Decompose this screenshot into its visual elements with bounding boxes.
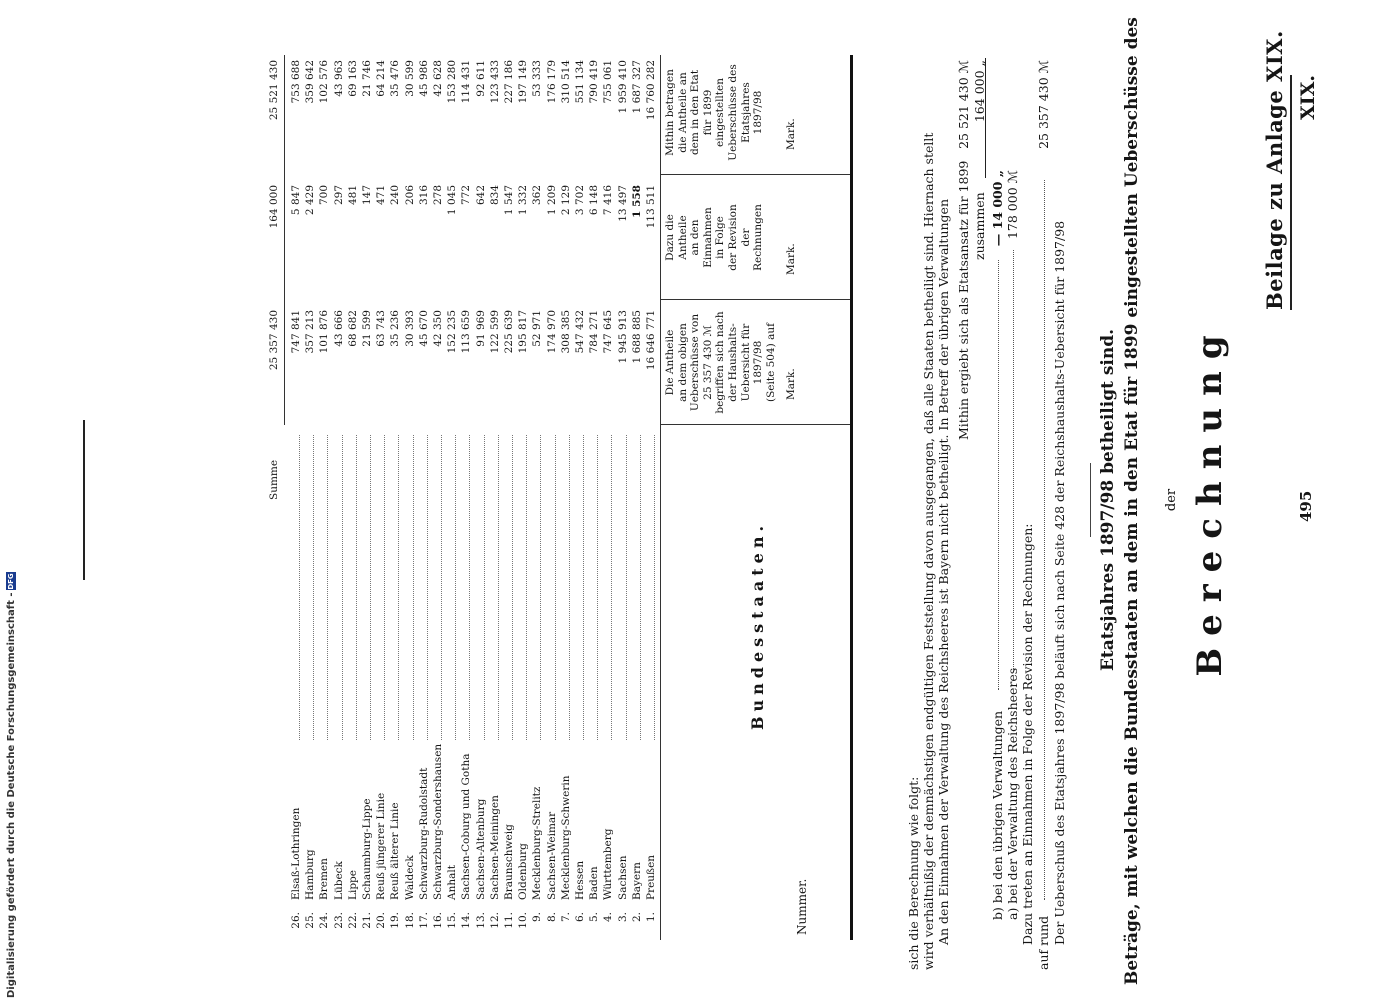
result-value: 42 628 — [432, 60, 444, 97]
intro-a-label: a) bei der Verwaltung des Reichsheeres — [1005, 667, 1020, 920]
revision-value: 278 — [432, 185, 444, 206]
table-body — [200, 55, 660, 940]
left-margin-rule — [83, 420, 85, 580]
column-header-line: Ueberschüsse von — [689, 313, 702, 412]
unit-label-3: Mark. — [785, 118, 797, 150]
result-value: 69 163 — [346, 60, 359, 97]
table-row — [432, 55, 443, 940]
result-value: 21 746 — [361, 60, 373, 97]
share-value: 747 841 — [290, 310, 302, 354]
dot-leader — [503, 435, 513, 740]
column-header-line: Rechnungen — [752, 204, 765, 271]
share-value: 52 971 — [531, 310, 544, 347]
share-value: 784 271 — [588, 310, 601, 354]
share-value: 91 969 — [474, 310, 487, 347]
intro-line-2: auf rund — [1036, 915, 1051, 970]
dot-leader — [304, 435, 314, 740]
revision-value: 113 511 — [645, 185, 657, 229]
table-row — [489, 55, 500, 940]
column-divider — [660, 174, 850, 175]
revision-value: 1 332 — [517, 185, 530, 216]
state-name: Sachsen-Coburg und Gotha — [460, 753, 473, 900]
row-number: 21. — [361, 912, 373, 929]
column-header-line: dem in den Etat — [689, 69, 702, 156]
intro-leader-1 — [1044, 180, 1045, 900]
summe-result: 25 521 430 — [267, 60, 280, 121]
dot-leader — [290, 435, 300, 740]
dot-leader — [432, 435, 442, 740]
subtitle-line-2: Etatsjahres 1897/98 betheiligt sind. — [1098, 328, 1118, 672]
nummer-header: Nummer. — [795, 878, 809, 935]
mithin-label: Mithin ergiebt sich als Etatsansatz für 1899 — [956, 160, 971, 440]
row-number: 5. — [588, 912, 601, 923]
dot-leader — [588, 435, 598, 740]
row-number: 12. — [488, 912, 501, 929]
share-value: 152 235 — [446, 310, 459, 354]
table-row — [645, 55, 656, 940]
share-value: 122 599 — [488, 310, 501, 354]
table-header-rule — [660, 55, 661, 940]
row-number: 8. — [545, 912, 558, 923]
table-row — [546, 55, 557, 940]
state-name: Lübeck — [332, 861, 345, 900]
title-der: der — [1164, 488, 1179, 512]
state-name: Preußen — [645, 854, 657, 900]
state-name: Anhalt — [446, 865, 459, 900]
dot-leader — [531, 435, 541, 740]
table-row — [531, 55, 542, 940]
revision-value: 481 — [346, 185, 359, 206]
column-header-line: 1897/98 — [752, 340, 765, 385]
column-divider — [660, 424, 850, 425]
title-separator — [1090, 463, 1091, 537]
table-row — [318, 55, 329, 940]
table-row — [503, 55, 514, 940]
column-header-share — [664, 305, 777, 420]
column-header-line: an dem obigen — [676, 323, 689, 402]
dot-leader — [631, 435, 641, 740]
row-number: 6. — [574, 912, 586, 923]
column-header-line: Einnahmen — [701, 207, 714, 268]
table-row — [347, 55, 358, 940]
result-value: 45 986 — [417, 60, 430, 97]
state-name: Mecklenburg-Schwerin — [559, 775, 572, 900]
row-number: 20. — [375, 912, 388, 929]
column-header-line: Etatsjahres — [739, 82, 752, 143]
dot-leader — [602, 435, 612, 740]
result-value: 16 760 282 — [645, 60, 657, 121]
column-header-line: der Revision — [726, 204, 739, 271]
column-header-line: 1897/98 — [752, 90, 765, 135]
summe-label: Summe — [267, 459, 280, 500]
revision-value: 6 148 — [588, 185, 601, 216]
row-number: 18. — [403, 912, 416, 929]
result-value: 114 431 — [460, 60, 473, 104]
row-number: 19. — [389, 912, 402, 929]
column-header-line: an den — [689, 219, 702, 256]
dot-leader — [446, 435, 456, 740]
revision-value: 362 — [531, 185, 544, 206]
state-name: Sachsen-Weimar — [545, 811, 558, 900]
intro-leader-b — [998, 260, 999, 690]
table-row — [290, 55, 301, 940]
dot-leader — [460, 435, 470, 740]
column-header-line: in Folge — [714, 216, 727, 259]
dot-leader — [361, 435, 371, 740]
row-number: 9. — [531, 912, 544, 923]
result-value: 102 576 — [318, 60, 331, 104]
dot-leader — [375, 435, 385, 740]
table-row — [361, 55, 372, 940]
zusammen-amount: 164 000 „ — [972, 60, 987, 123]
state-name: Bremen — [318, 858, 331, 900]
share-value: 21 599 — [361, 310, 373, 347]
result-value: 790 419 — [588, 60, 601, 104]
revision-value: 7 416 — [602, 185, 615, 216]
revision-value: 147 — [361, 185, 373, 206]
table-row — [517, 55, 528, 940]
table-top-rule — [850, 55, 853, 940]
revision-value: 2 429 — [304, 185, 317, 216]
intro-a-amount: 178 000 ℳ — [1005, 170, 1020, 240]
result-value: 92 611 — [474, 60, 487, 97]
share-value: 174 970 — [545, 310, 558, 354]
state-name: Schwarzburg-Rudolstadt — [417, 767, 430, 900]
row-number: 17. — [417, 912, 430, 929]
column-header-line: für 1899 — [701, 89, 714, 136]
row-number: 13. — [474, 912, 487, 929]
dot-leader — [389, 435, 399, 740]
intro-line-1: Der Ueberschuß des Etatsjahres 1897/98 beläuft sich nach Seite 428 der Reichshaushalts-Uebersicht für 1897/98 — [1052, 220, 1067, 945]
intro-amount-1: 25 357 430 ℳ — [1036, 60, 1051, 149]
column-header-revision — [664, 180, 765, 295]
column-divider — [660, 299, 850, 300]
revision-value: 5 847 — [290, 185, 302, 216]
share-value: 195 817 — [517, 310, 530, 354]
share-value: 357 213 — [304, 310, 317, 354]
page-number: 495 — [1297, 490, 1315, 522]
share-value: 16 646 771 — [645, 310, 657, 371]
dot-leader — [489, 435, 499, 740]
state-name: Reuß jüngerer Linie — [375, 792, 388, 900]
result-value: 35 476 — [389, 60, 402, 97]
bundesstaaten-header: Bundesstaaten. — [748, 520, 767, 730]
table-row — [631, 55, 642, 940]
revision-value: 642 — [474, 185, 487, 206]
summe-row — [268, 55, 279, 940]
dot-leader — [475, 435, 485, 740]
beilage-heading: Beilage zu Anlage XIX. — [1262, 30, 1287, 310]
state-name: Bayern — [630, 862, 643, 900]
row-number: 15. — [446, 912, 459, 929]
result-value: 43 963 — [332, 60, 345, 97]
share-value: 30 393 — [403, 310, 416, 347]
revision-value: 1 547 — [503, 185, 515, 216]
state-name: Hamburg — [304, 849, 317, 900]
column-header-line: die Antheile an — [676, 72, 689, 153]
result-value: 53 333 — [531, 60, 544, 97]
share-value: 43 666 — [332, 310, 345, 347]
dot-leader — [645, 435, 655, 740]
subtitle-line-1: Beträge, mit welchen die Bundesstaaten an dem in den Etat für 1899 eingestellten Ueberschüsse des — [1122, 17, 1142, 985]
apportionment-table — [660, 55, 850, 940]
column-header-line: 25 357 430 ℳ — [701, 325, 714, 400]
share-value: 45 670 — [417, 310, 430, 347]
share-value: 113 659 — [460, 310, 473, 354]
share-value: 101 876 — [318, 310, 331, 354]
para-line-1: An den Einnahmen der Verwaltung des Reichsheeres ist Bayern nicht betheiligt. In Betreff der übrigen Verwaltungen — [936, 199, 951, 945]
revision-value: 1 209 — [545, 185, 558, 216]
table-row — [304, 55, 315, 940]
para-line-2: wird verhältnißig der demnächstigen endgültigen Feststellung davon ausgegangen, daß alle Staaten betheiligt sind. Hiernach stellt — [921, 132, 936, 970]
dfg-logo: DFG — [7, 573, 15, 590]
row-number: 14. — [460, 912, 473, 929]
row-number: 26. — [290, 912, 302, 929]
column-header-line: Antheile — [676, 215, 689, 260]
column-header-line: Ueberschüsse des — [726, 64, 739, 161]
state-name: Württemberg — [602, 828, 615, 900]
share-value: 308 385 — [559, 310, 572, 354]
revision-value: 471 — [375, 185, 388, 206]
row-number: 1. — [645, 912, 657, 923]
column-header-line: Mithin betragen — [664, 69, 676, 156]
state-name: Waldeck — [403, 855, 416, 900]
share-value: 547 432 — [574, 310, 586, 354]
dot-leader — [418, 435, 428, 740]
result-value: 310 514 — [559, 60, 572, 104]
row-number: 2. — [630, 912, 643, 923]
dot-leader — [517, 435, 527, 740]
table-row — [418, 55, 429, 940]
intro-b-label: b) bei den übrigen Verwaltungen — [990, 710, 1005, 920]
share-value: 225 639 — [503, 310, 515, 354]
dot-leader — [546, 435, 556, 740]
row-number: 24. — [318, 912, 331, 929]
dot-leader — [404, 435, 414, 740]
dot-leader — [560, 435, 570, 740]
intro-line-3: Dazu treten an Einnahmen in Folge der Revision der Rechnungen: — [1020, 523, 1035, 945]
share-value: 42 350 — [432, 310, 444, 347]
summe-rule — [284, 55, 285, 425]
table-row — [475, 55, 486, 940]
column-header-line: Dazu die — [664, 214, 676, 261]
summe-revision: 164 000 — [267, 185, 280, 229]
dot-leader — [574, 435, 584, 740]
dot-leader — [318, 435, 328, 740]
state-name: Schaumburg-Lippe — [361, 798, 373, 900]
column-header-line: Die Antheile — [664, 329, 676, 396]
state-name: Elsaß-Lothringen — [290, 807, 302, 900]
table-row — [574, 55, 585, 940]
result-value: 227 186 — [503, 60, 515, 104]
table-row — [389, 55, 400, 940]
revision-value: 2 129 — [559, 185, 572, 216]
result-value: 64 214 — [375, 60, 388, 97]
appendix-number: XIX. — [1297, 75, 1319, 120]
table-row — [617, 55, 628, 940]
column-header-result — [664, 55, 765, 170]
result-value: 359 642 — [304, 60, 317, 104]
table-row — [333, 55, 344, 940]
unit-label-2: Mark. — [785, 243, 797, 275]
mithin-amount: 25 521 430 ℳ — [956, 60, 971, 149]
state-name: Lippe — [346, 870, 359, 900]
para-line-3: sich die Berechnung wie folgt: — [906, 776, 921, 970]
state-name: Oldenburg — [517, 843, 530, 900]
row-number: 23. — [332, 912, 345, 929]
unit-label-1: Mark. — [785, 368, 797, 400]
share-value: 63 743 — [375, 310, 388, 347]
state-name: Sachsen-Altenburg — [474, 798, 487, 900]
document-title: Berechnung — [1190, 323, 1230, 677]
revision-value: 240 — [389, 185, 402, 206]
intro-leader-a — [1013, 250, 1014, 670]
table-row — [404, 55, 415, 940]
revision-value: 1 558 — [630, 185, 643, 218]
column-header-line: der — [739, 228, 752, 247]
share-value: 747 645 — [602, 310, 615, 354]
zusammen-label: zusammen — [972, 192, 987, 260]
revision-value: 1 045 — [446, 185, 459, 216]
state-name: Sachsen-Meiningen — [488, 795, 501, 900]
state-name: Mecklenburg-Strelitz — [531, 786, 544, 900]
intro-b-amount: — 14 000 „ — [990, 170, 1005, 247]
table-row — [560, 55, 571, 940]
row-number: 16. — [432, 912, 444, 929]
result-value: 1 687 327 — [630, 60, 643, 114]
column-header-line: (Seite 504) auf — [764, 322, 777, 403]
result-value: 197 149 — [517, 60, 530, 104]
revision-value: 206 — [403, 185, 416, 206]
row-number: 25. — [304, 912, 317, 929]
column-header-line: Uebersicht für — [739, 323, 752, 402]
result-value: 753 688 — [290, 60, 302, 104]
row-number: 3. — [616, 912, 629, 923]
result-value: 123 433 — [488, 60, 501, 104]
beilage-underline — [1290, 75, 1292, 310]
result-value: 755 061 — [602, 60, 615, 104]
column-header-line: der Haushalts- — [726, 323, 739, 402]
result-value: 153 280 — [446, 60, 459, 104]
revision-value: 297 — [332, 185, 345, 206]
column-header-line: eingestellten — [714, 78, 727, 148]
result-value: 551 134 — [574, 60, 586, 104]
state-name: Sachsen — [616, 855, 629, 900]
state-name: Baden — [588, 866, 601, 900]
table-row — [588, 55, 599, 940]
share-value: 1 945 913 — [616, 310, 629, 364]
row-number: 22. — [346, 912, 359, 929]
table-row — [460, 55, 471, 940]
table-row — [602, 55, 613, 940]
dfg-credit-text: Digitalisierung gefördert durch die Deutsche Forschungsgemeinschaft - — [6, 592, 17, 998]
share-value: 68 682 — [346, 310, 359, 347]
revision-value: 834 — [488, 185, 501, 206]
column-header-line: begriffen sich nach — [714, 311, 727, 414]
table-row — [375, 55, 386, 940]
state-name: Braunschweig — [503, 824, 515, 900]
row-number: 7. — [559, 912, 572, 923]
row-number: 11. — [503, 912, 515, 929]
state-name: Reuß älterer Linie — [389, 802, 402, 900]
dot-leader — [347, 435, 357, 740]
state-name: Schwarzburg-Sondershausen — [432, 743, 444, 900]
summe-share: 25 357 430 — [267, 310, 280, 371]
state-name: Hessen — [574, 860, 586, 900]
dfg-credit — [6, 572, 17, 998]
share-value: 35 236 — [389, 310, 402, 347]
revision-value: 772 — [460, 185, 473, 206]
result-value: 1 959 410 — [616, 60, 629, 114]
revision-value: 316 — [417, 185, 430, 206]
row-number: 4. — [602, 912, 615, 923]
result-value: 30 599 — [403, 60, 416, 97]
row-number: 10. — [517, 912, 530, 929]
share-value: 1 688 885 — [630, 310, 643, 364]
result-value: 176 179 — [545, 60, 558, 104]
revision-value: 700 — [318, 185, 331, 206]
dot-leader — [333, 435, 343, 740]
revision-value: 13 497 — [616, 185, 629, 222]
revision-value: 3 702 — [574, 185, 586, 216]
dot-leader — [617, 435, 627, 740]
table-row — [446, 55, 457, 940]
